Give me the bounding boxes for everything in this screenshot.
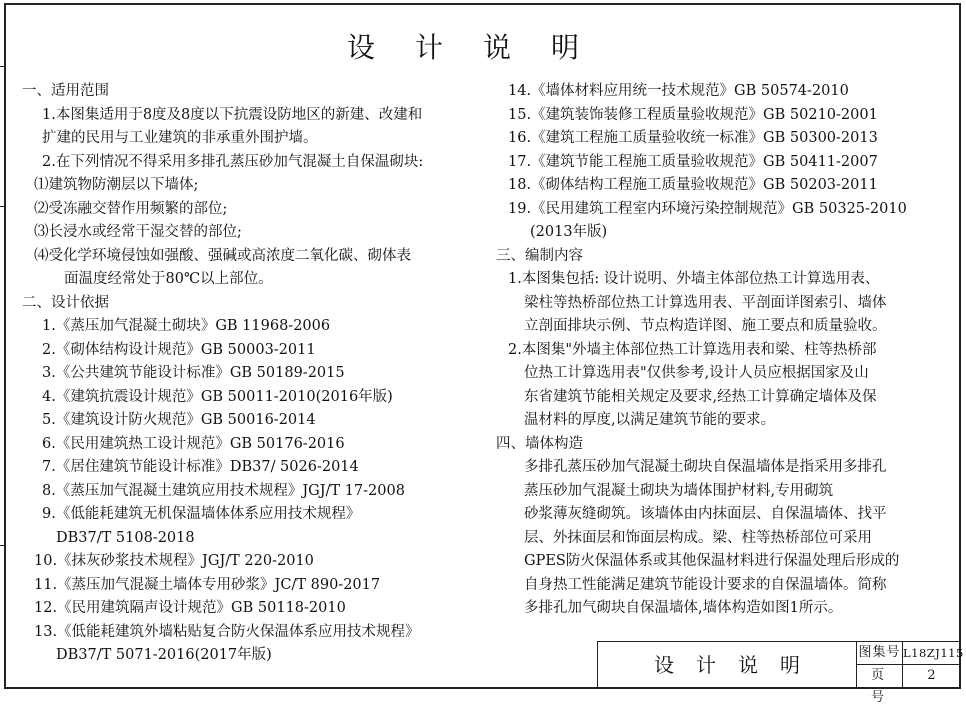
text-line: 7.《居住建筑节能设计标准》DB37/ 5026-2014 — [42, 459, 359, 475]
text-line: 8.《蒸压加气混凝土建筑应用技术规程》JGJ/T 17-2008 — [42, 482, 405, 499]
text-line: ⑶长浸水或经常干湿交替的部位; — [34, 224, 242, 240]
text-line: 12.《民用建筑隔声设计规范》GB 50118-2010 — [34, 600, 346, 616]
text-line: 10.《抹灰砂浆技术规程》JGJ/T 220-2010 — [34, 553, 314, 569]
text-line: 2.本图集"外墙主体部位热工计算选用表和梁、柱等热桥部 — [508, 341, 877, 358]
text-line: 砂浆薄灰缝砌筑。该墙体由内抹面层、自保温墙体、找平 — [524, 506, 887, 522]
atlas-number-label: 图集号 — [857, 642, 903, 665]
text-line: 1.《蒸压加气混凝土砌块》GB 11968-2006 — [42, 318, 331, 334]
left-column — [22, 80, 482, 668]
text-line: 18.《砌体结构工程施工质量验收规范》GB 50203-2011 — [508, 177, 878, 193]
margin-tick — [0, 545, 4, 546]
text-line: 14.《墙体材料应用统一技术规范》GB 50574-2010 — [508, 83, 849, 99]
text-line: (2013年版) — [530, 224, 608, 240]
text-line: 自身热工性能满足建筑节能设计要求的自保温墙体。简称 — [524, 576, 887, 593]
text-line: 1.本图集适用于8度及8度以下抗震设防地区的新建、改建和 — [42, 106, 423, 123]
text-line: 多排孔加气砌块自保温墙体,墙体构造如图1所示。 — [524, 600, 843, 616]
text-line: 蒸压砂加气混凝土砌块为墙体围护材料,专用砌筑 — [524, 482, 834, 499]
text-line: 多排孔蒸压砂加气混凝土砌块自保温墙体是指采用多排孔 — [524, 459, 887, 475]
text-line: 扩建的民用与工业建筑的非承重外围护墙。 — [42, 130, 318, 146]
text-line: 13.《低能耗建筑外墙粘贴复合防火保温体系应用技术规程》 — [34, 623, 420, 640]
atlas-number-value: L18ZJ115 — [903, 642, 960, 665]
text-line: 温材料的厚度,以满足建筑节能的要求。 — [524, 412, 776, 428]
text-line: 位热工计算选用表"仅供参考,设计人员应根据国家及山 — [524, 365, 869, 381]
text-line: 19.《民用建筑工程室内环境污染控制规范》GB 50325-2010 — [508, 200, 907, 217]
text-line: 17.《建筑节能工程施工质量验收规范》GB 50411-2007 — [508, 153, 878, 170]
text-line: ⑴建筑物防潮层以下墙体; — [34, 177, 199, 193]
text-line: ⑷受化学环境侵蚀如强酸、强碱或高浓度二氧化碳、砌体表 — [34, 247, 411, 264]
text-line: 4.《建筑抗震设计规范》GB 50011-2010(2016年版) — [42, 388, 393, 405]
right-column — [496, 80, 946, 621]
text-line: 三、编制内容 — [496, 247, 583, 264]
text-line: 梁柱等热桥部位热工计算选用表、平剖面详图索引、墙体 — [524, 294, 887, 311]
text-line: ⑵受冻融交替作用频繁的部位; — [34, 200, 228, 217]
text-line: GPES防火保温体系或其他保温材料进行保温处理后形成的 — [524, 553, 900, 569]
text-line: 四、墙体构造 — [496, 435, 583, 452]
text-line: 面温度经常处于80℃以上部位。 — [64, 271, 273, 287]
title-block — [597, 641, 964, 705]
text-line: 1.本图集包括: 设计说明、外墙主体部位热工计算选用表、 — [508, 271, 880, 287]
text-line: 2.《砌体结构设计规范》GB 50003-2011 — [42, 341, 316, 358]
margin-tick — [0, 66, 4, 67]
page-number-value: 2 — [927, 668, 936, 683]
text-line: 11.《蒸压加气混凝土墙体专用砂浆》JC/T 890-2017 — [34, 576, 381, 593]
text-line: DB37/T 5108-2018 — [56, 529, 195, 546]
margin-tick — [0, 206, 4, 207]
text-line: 一、适用范围 — [22, 83, 109, 99]
text-line: 立剖面排块示例、节点构造详图、施工要点和质量验收。 — [524, 318, 887, 334]
text-line: 二、设计依据 — [22, 294, 109, 311]
page-number-label: 页号 — [857, 665, 903, 688]
text-line: 15.《建筑装饰装修工程质量验收规范》GB 50210-2001 — [508, 106, 878, 123]
text-line: 2.在下列情况不得采用多排孔蒸压砂加气混凝土自保温砌块: — [42, 153, 424, 170]
text-line: DB37/T 5071-2016(2017年版) — [56, 647, 272, 663]
title-block-name: 设计说明 — [598, 642, 857, 688]
text-line: 6.《民用建筑热工设计规范》GB 50176-2016 — [42, 435, 345, 452]
text-line: 东省建筑节能相关规定及要求,经热工计算确定墙体及保 — [524, 388, 877, 405]
text-line: 5.《建筑设计防火规范》GB 50016-2014 — [42, 412, 316, 428]
text-line: 16.《建筑工程施工质量验收统一标准》GB 50300-2013 — [508, 130, 878, 146]
text-line: 9.《低能耗建筑无机保温墙体体系应用技术规程》 — [42, 506, 361, 522]
text-line: 3.《公共建筑节能设计标准》GB 50189-2015 — [42, 365, 345, 381]
page-title: 设计说明 — [346, 31, 619, 64]
text-line: 层、外抹面层和饰面层构成。梁、柱等热桥部位可采用 — [524, 529, 872, 546]
